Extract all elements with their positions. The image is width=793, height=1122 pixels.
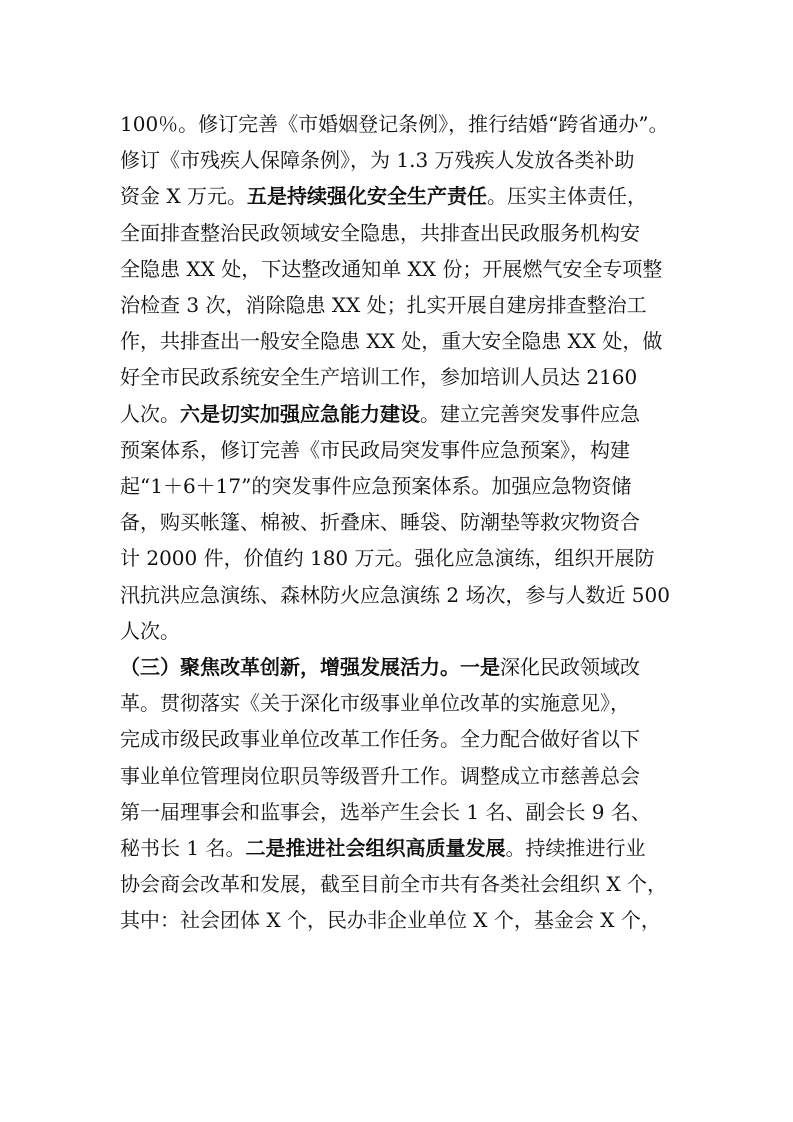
- bold-text-run: 五是: [246, 184, 287, 209]
- text-run: 秘书长 1 名。: [120, 836, 246, 860]
- text-run: 治检查 3 次，消除隐患 XX 处；扎实开展自建房排查整治工: [120, 293, 647, 317]
- text-run: 。持续推进行业: [505, 836, 646, 860]
- text-run: 。压实主体责任，: [486, 184, 647, 209]
- text-line: [120, 468, 676, 504]
- text-line: [120, 866, 676, 902]
- bold-text-run: 一是: [460, 655, 500, 679]
- text-line: [120, 142, 676, 178]
- text-run: 资金 X 万元。: [120, 184, 247, 209]
- text-line: [120, 432, 676, 468]
- text-run: 修订《市残疾人保障条例》，为 1.3 万残疾人发放各类补助: [120, 148, 635, 173]
- text-run: 事业单位管理岗位职员等级晋升工作。调整成立市慈善总会: [120, 763, 640, 788]
- text-run: 完成市级民政事业单位改革工作任务。全力配合做好省以下: [120, 727, 640, 752]
- text-line: [120, 396, 676, 432]
- text-line: [120, 649, 676, 685]
- text-line: [120, 359, 676, 395]
- bold-text-run: 切实加强应急能力建设: [220, 401, 420, 426]
- text-run: 全面排查整治民政领域安全隐患，共排查出民政服务机构安: [120, 220, 640, 245]
- text-line: [120, 178, 676, 214]
- text-line: [120, 685, 676, 721]
- text-line: [120, 577, 676, 613]
- text-run: 革。贯彻落实《关于深化市级事业单位改革的实施意见》，: [120, 691, 630, 716]
- text-run: 深化民政领域改: [500, 655, 640, 679]
- text-line: [120, 215, 676, 251]
- text-line: [120, 540, 676, 576]
- bold-text-run: 持续强化安全生产责任: [286, 184, 487, 209]
- bold-text-run: 六是: [180, 401, 220, 426]
- text-line: [120, 287, 676, 323]
- bold-text-run: （三）聚焦改革创新，增强发展活力。: [120, 655, 460, 679]
- text-run: 备，购买帐篷、棉被、折叠床、睡袋、防潮垫等救灾物资合: [120, 510, 640, 535]
- text-run: 全隐患 XX 处，下达整改通知单 XX 份；开展燃气安全专项整: [120, 256, 663, 281]
- text-line: [120, 830, 676, 866]
- text-run: 计 2000 件，价值约 180 万元。强化应急演练，组织开展防: [120, 546, 655, 571]
- text-run: 其中：社会团体 X 个，民办非企业单位 X 个，基金会 X 个，: [120, 908, 661, 933]
- text-line: [120, 794, 676, 830]
- text-run: 协会商会改革和发展，截至目前全市共有各类社会组织 X 个，: [120, 872, 667, 897]
- text-line: [120, 251, 676, 287]
- text-run: 人次。: [120, 401, 180, 426]
- text-run: 100％。修订完善《市婚姻登记条例》，推行结婚“跨省通办”。: [120, 112, 669, 136]
- bold-text-run: 推进社会组织高质量发展: [285, 836, 506, 860]
- bold-text-run: 二是: [245, 836, 286, 860]
- text-line: [120, 758, 676, 794]
- text-line: [120, 106, 676, 142]
- text-run: 。建立完善突发事件应急: [420, 401, 640, 426]
- text-line: [120, 613, 676, 649]
- text-run: 起“1＋6＋17”的突发事件应急预案体系。加强应急物资储: [120, 474, 632, 498]
- text-line: [120, 504, 676, 540]
- text-line: [120, 323, 676, 359]
- text-run: 汛抗洪应急演练、森林防火应急演练 2 场次，参与人数近 500: [120, 582, 670, 607]
- text-line: [120, 721, 676, 757]
- text-line: [120, 902, 676, 938]
- text-run: 作，共排查出一般安全隐患 XX 处，重大安全隐患 XX 处，做: [120, 329, 663, 354]
- text-run: 预案体系，修订完善《市民政局突发事件应急预案》，构建: [120, 437, 630, 462]
- text-run: 好全市民政系统安全生产培训工作，参加培训人员达 2160: [120, 365, 638, 390]
- text-run: 人次。: [120, 618, 180, 643]
- text-run: 第一届理事会和监事会，选举产生会长 1 名、副会长 9 名、: [120, 799, 651, 824]
